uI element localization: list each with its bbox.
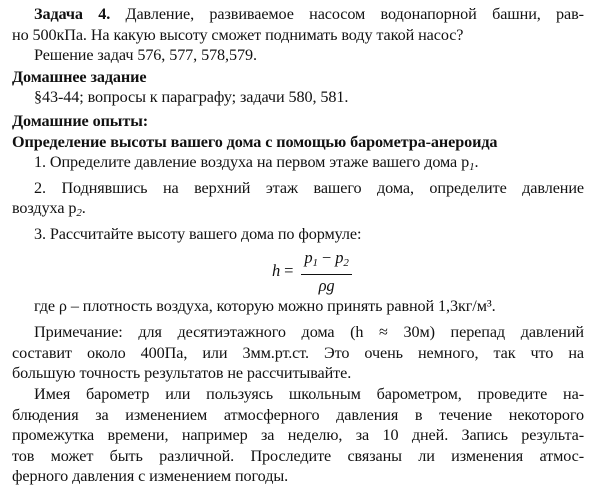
note-line-2: составит около 400Па, или 3мм.рт.ст. Это очень немного, так что на — [12, 343, 584, 362]
experiments-heading: Домашние опыты: — [12, 111, 149, 130]
height-formula-block — [12, 246, 584, 294]
closing-line-5: ферного давления с изменением погоды. — [12, 467, 289, 486]
formula-denominator: ρg — [318, 275, 335, 295]
task-line-1 — [12, 4, 584, 25]
formula-numerator — [301, 248, 351, 275]
step-2-line-2 — [12, 198, 584, 224]
step-3: 3. Рассчитайте высоту вашего дома по формуле: — [34, 224, 362, 243]
formula-lhs: h — [272, 261, 281, 281]
numerator-p2: p — [335, 247, 344, 267]
step-2-text: воздуха p — [12, 199, 77, 218]
task-label: Задача 4. — [34, 5, 111, 23]
step-2-sub: 2 — [76, 207, 82, 220]
homework-heading: Домашнее задание — [12, 67, 147, 86]
formula-fraction — [301, 248, 351, 296]
numerator-minus: − — [317, 247, 336, 267]
formula-equals: = — [284, 261, 294, 281]
step-1-text: 1. Определите давление воздуха на первом этаже вашего дома p — [34, 153, 470, 172]
task-line-2: но 500кПа. На какую высоту сможет поднимать воду такой насос? — [12, 25, 464, 44]
homework-text: §43-44; вопросы к параграфу; задачи 580, 581. — [34, 88, 349, 107]
numerator-p1: p — [304, 247, 313, 267]
step-2-line-1: 2. Поднявшись на верхний этаж вашего дома, определите давление — [34, 178, 584, 197]
note-line-1: Примечание: для десятиэтажного дома (h ≈ 30м) перепад давлений — [34, 323, 584, 342]
closing-line-4: тов может быть различной. Проследите связаны ли изменения атмос- — [12, 446, 584, 465]
note-line-3: большую точность результатов не рассчитывайте. — [12, 364, 352, 383]
closing-line-2: блюдения за изменением атмосферного давления в течение некоторого — [12, 405, 584, 424]
step-1 — [12, 152, 584, 178]
height-formula — [272, 248, 352, 296]
closing-line-3: промежутка времени, например за неделю, за 10 дней. Запись результа- — [12, 426, 584, 445]
task-solution: Решение задач 576, 577, 578,579. — [34, 46, 257, 65]
step-1-end: . — [474, 153, 479, 172]
closing-line-1: Имея барометр или пользуясь школьным барометром, проведите на- — [34, 384, 584, 403]
numerator-p2-sub: 2 — [343, 256, 349, 269]
step-2-end: . — [81, 199, 86, 218]
numerator-p1-sub: 1 — [312, 256, 318, 269]
experiments-subheading: Определение высоты вашего дома с помощью барометра-анероида — [12, 132, 498, 151]
step-1-sub: 1 — [469, 161, 475, 174]
density-note: где ρ – плотность воздуха, которую можно принять равной 1,3кг/м³. — [34, 296, 496, 315]
task-text-1: Давление, развиваемое насосом водонапорной башни, рав- — [125, 5, 584, 23]
